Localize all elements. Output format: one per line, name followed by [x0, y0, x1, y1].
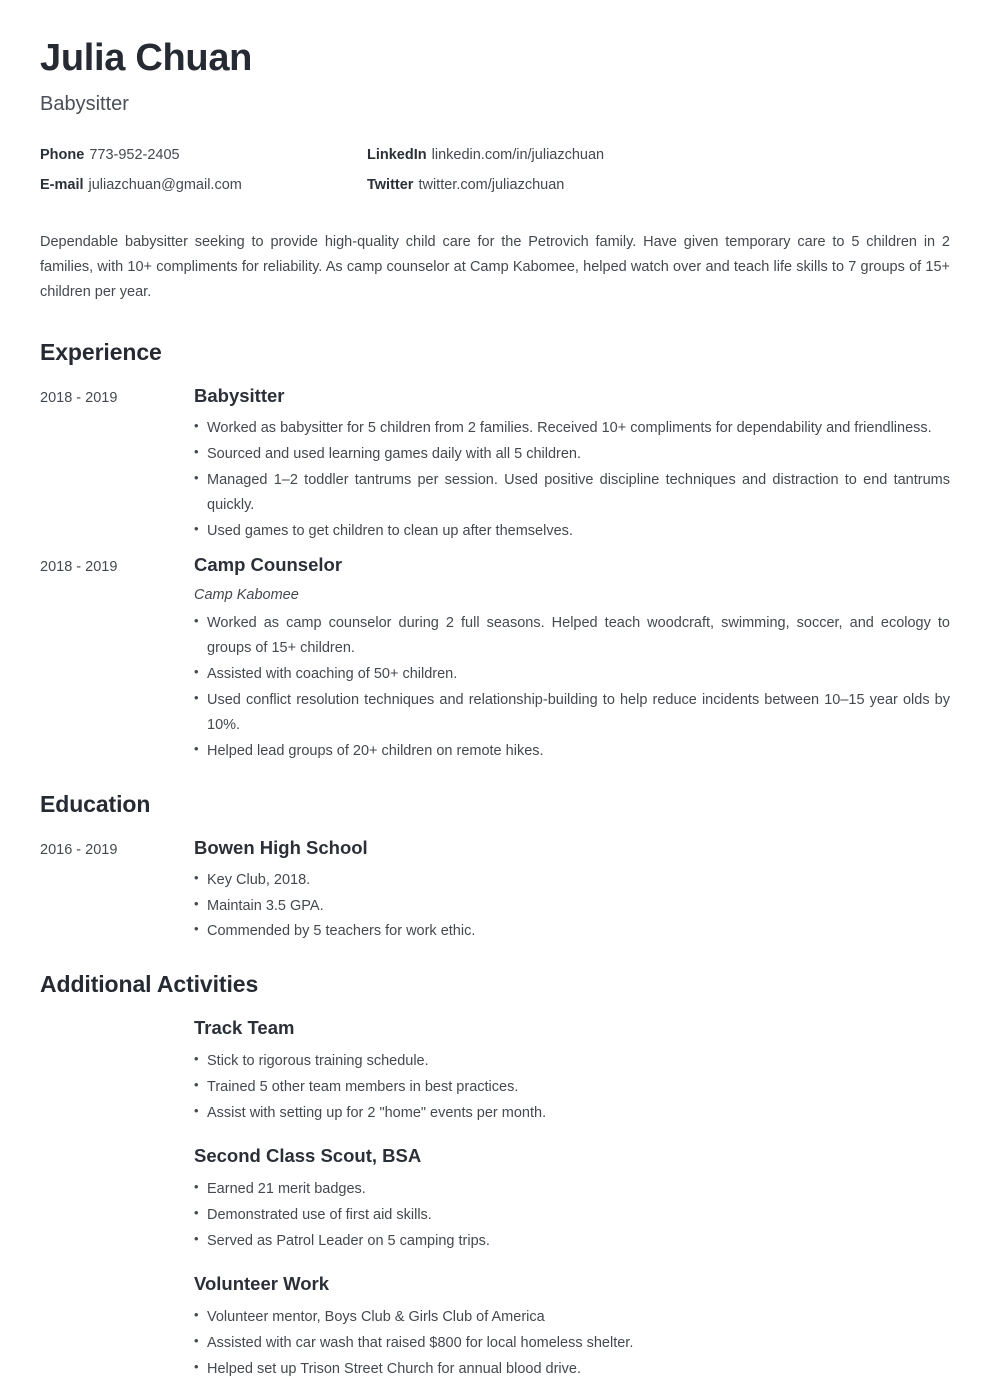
experience-entry: [40, 384, 950, 545]
activity-title: Track Team: [194, 1017, 295, 1039]
contact-item-linkedin: [367, 146, 950, 164]
bullet-item: • Helped set up Trison Street Church for annual blood drive.: [194, 1357, 950, 1382]
section-education: [40, 791, 950, 946]
bullet-item: • Volunteer mentor, Boys Club & Girls Club of America: [194, 1305, 950, 1330]
bullet-item: • Stick to rigorous training schedule.: [194, 1049, 950, 1074]
professional-summary: Dependable babysitter seeking to provide high-quality child care for the Petrovich family. Have given temporary care to 5 children in 2 families, with 10+ compliments for reliability. As camp counselor at Camp Kabomee, helped watch over and teach life skills to 7 groups of 15+ children per year.: [40, 234, 950, 300]
candidate-name: Julia Chuan: [40, 37, 253, 79]
bullet-item: • Worked as camp counselor during 2 full seasons. Helped teach woodcraft, swimming, soccer, and ecology to groups of 15+ children.: [194, 611, 950, 661]
contact-item-phone: [40, 146, 367, 164]
bullet-item: • Used conflict resolution techniques and relationship-building to help reduce incidents between 10–15 year olds by 10%.: [194, 688, 950, 738]
bullet-item: • Sourced and used learning games daily with all 5 children.: [194, 442, 950, 467]
entry-bullet-list: [194, 416, 950, 544]
entry-title: Camp Counselor: [194, 553, 343, 575]
entry-title: Bowen High School: [194, 836, 368, 858]
activity-block: [194, 1144, 950, 1254]
bullet-item: • Key Club, 2018.: [194, 868, 950, 893]
section-heading-experience: Experience: [40, 338, 162, 365]
contact-label-twitter: Twitter: [367, 176, 414, 193]
bullet-item: • Assisted with car wash that raised $800 for local homeless shelter.: [194, 1331, 950, 1356]
bullet-item: • Demonstrated use of first aid skills.: [194, 1203, 950, 1228]
bullet-item: • Helped lead groups of 20+ children on remote hikes.: [194, 739, 950, 764]
activity-bullet-list: [194, 1305, 950, 1382]
contact-details: [40, 146, 950, 194]
section-additional-activities: [40, 971, 950, 1382]
contact-value-phone: 773-952-2405: [89, 146, 180, 163]
contact-value-email[interactable]: juliazchuan@gmail.com: [88, 176, 242, 193]
activity-block: [194, 1272, 950, 1382]
activity-title: Volunteer Work: [194, 1273, 330, 1295]
section-experience: [40, 339, 950, 765]
contact-label-email: E-mail: [40, 176, 84, 193]
resume-header: [40, 38, 950, 305]
entry-dates: 2018 - 2019: [40, 558, 118, 575]
additional-activities-column: [40, 1016, 950, 1382]
bullet-item: • Managed 1–2 toddler tantrums per session. Used positive discipline techniques and distraction to end tantrums quickly.: [194, 468, 950, 518]
bullet-item: • Used games to get children to clean up after themselves.: [194, 519, 950, 544]
bullet-item: • Earned 21 merit badges.: [194, 1177, 950, 1202]
contact-value-linkedin[interactable]: linkedin.com/in/juliazchuan: [431, 146, 605, 163]
experience-entry: [40, 553, 950, 765]
bullet-item: • Assisted with coaching of 50+ children.: [194, 662, 950, 687]
bullet-item: • Served as Patrol Leader on 5 camping trips.: [194, 1229, 950, 1254]
activity-title: Second Class Scout, BSA: [194, 1145, 422, 1167]
entry-subtitle: Camp Kabomee: [194, 586, 299, 603]
entry-bullet-list: [194, 611, 950, 764]
activity-bullet-list: [194, 1049, 950, 1126]
entry-bullet-list: [194, 868, 950, 945]
contact-label-linkedin: LinkedIn: [367, 146, 427, 163]
bullet-item: • Maintain 3.5 GPA.: [194, 894, 950, 919]
candidate-job-title: Babysitter: [40, 92, 129, 115]
activity-block: [194, 1016, 950, 1126]
bullet-item: • Assist with setting up for 2 "home" events per month.: [194, 1101, 950, 1126]
activity-bullet-list: [194, 1177, 950, 1254]
entry-body: [194, 553, 950, 765]
entry-body: [194, 384, 950, 545]
contact-item-email: [40, 176, 367, 194]
entry-dates: 2016 - 2019: [40, 841, 118, 858]
entry-body: [194, 836, 950, 946]
contact-value-twitter[interactable]: twitter.com/juliazchuan: [418, 176, 565, 193]
education-entry: [40, 836, 950, 946]
contact-item-twitter: [367, 176, 950, 194]
contact-label-phone: Phone: [40, 146, 85, 163]
entry-dates: 2018 - 2019: [40, 389, 118, 406]
bullet-item: • Trained 5 other team members in best practices.: [194, 1075, 950, 1100]
section-heading-education: Education: [40, 790, 151, 817]
entry-title: Babysitter: [194, 384, 285, 406]
bullet-item: • Worked as babysitter for 5 children from 2 families. Received 10+ compliments for dependability and friendliness.: [194, 416, 950, 441]
section-heading-additional-activities: Additional Activities: [40, 971, 259, 998]
bullet-item: • Commended by 5 teachers for work ethic.: [194, 919, 950, 944]
